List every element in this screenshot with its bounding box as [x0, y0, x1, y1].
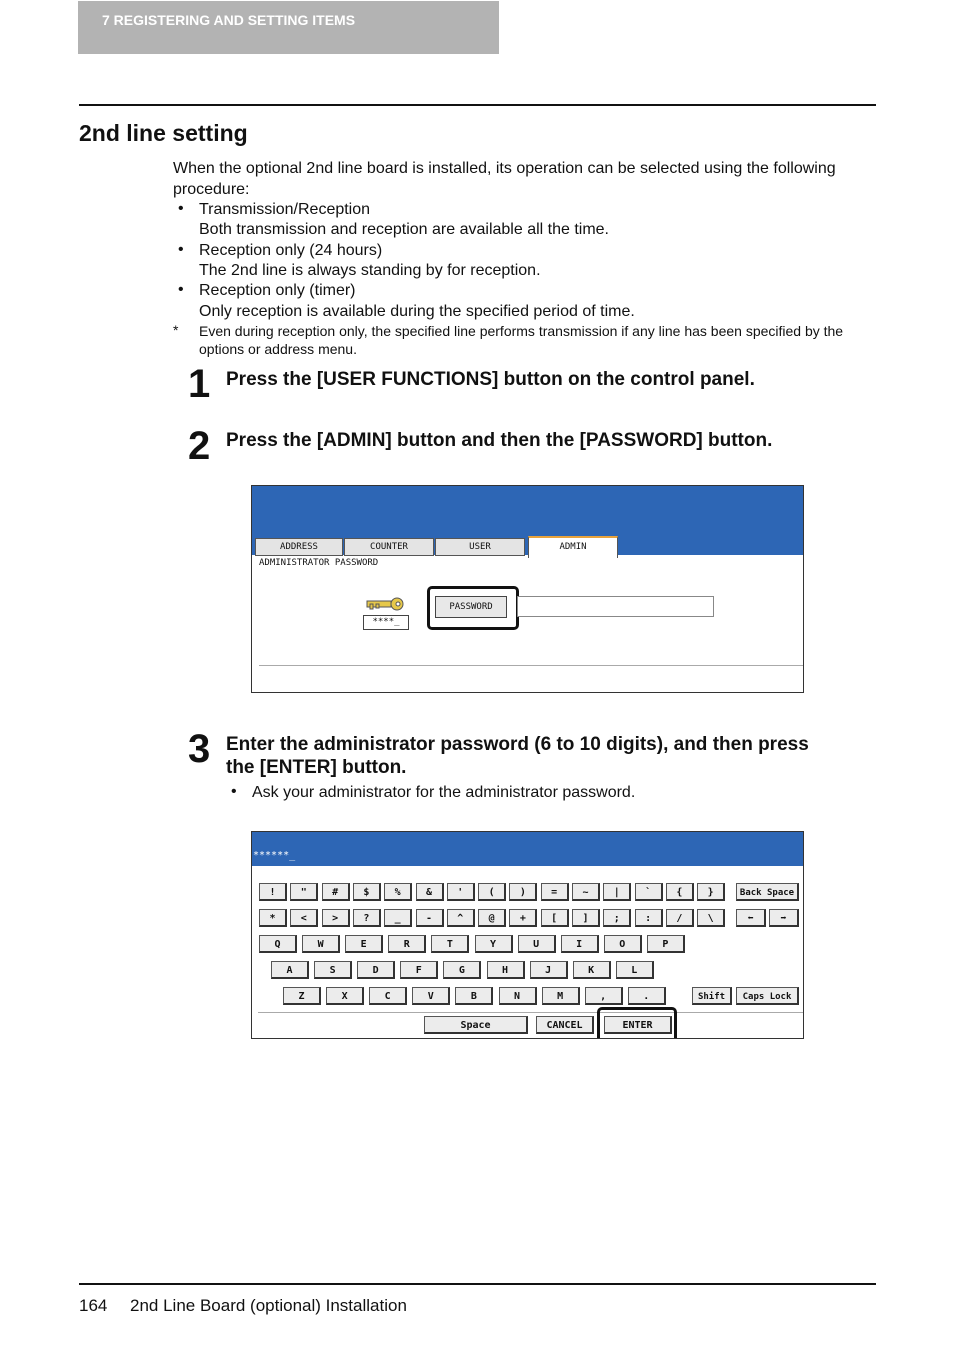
cancel-button[interactable]: CANCEL: [536, 1016, 594, 1034]
tab-user[interactable]: USER: [435, 538, 525, 556]
keyboard-key[interactable]: F: [400, 961, 438, 979]
keyboard-key[interactable]: $: [353, 883, 381, 901]
bullet-dot: •: [231, 783, 237, 800]
note-text-2: options or address menu.: [199, 341, 357, 357]
password-button[interactable]: PASSWORD: [435, 596, 507, 618]
divider: [258, 1012, 803, 1013]
keyboard-key[interactable]: ;: [603, 909, 631, 927]
keyboard-key[interactable]: ': [447, 883, 475, 901]
keyboard-key[interactable]: %: [384, 883, 412, 901]
keyboard-key[interactable]: I: [561, 935, 599, 953]
keyboard-key[interactable]: |: [603, 883, 631, 901]
step-text-cont: the [ENTER] button.: [226, 757, 407, 778]
keyboard-key[interactable]: :: [635, 909, 663, 927]
keyboard-key[interactable]: D: [357, 961, 395, 979]
right-arrow-key[interactable]: ➡: [769, 909, 799, 927]
keyboard-key[interactable]: .: [628, 987, 666, 1005]
keyboard-key[interactable]: >: [322, 909, 350, 927]
step-number: 1: [188, 362, 209, 406]
tab-address[interactable]: ADDRESS: [255, 538, 343, 556]
bottom-rule: [79, 1283, 876, 1285]
step-text: Enter the administrator password (6 to 10 digits), and then press: [226, 734, 809, 755]
keyboard-key[interactable]: ]: [572, 909, 600, 927]
keyboard-key[interactable]: Y: [475, 935, 513, 953]
keyboard-key[interactable]: (: [478, 883, 506, 901]
keyboard-key[interactable]: =: [541, 883, 569, 901]
keyboard-key[interactable]: -: [416, 909, 444, 927]
admin-password-screen: [251, 485, 804, 693]
keyboard-key[interactable]: A: [271, 961, 309, 979]
bullet-dot: •: [178, 241, 184, 258]
note-mark: *: [173, 322, 179, 338]
keyboard-key[interactable]: X: [326, 987, 364, 1005]
password-entry-display: ******_: [253, 850, 296, 861]
intro-text-2: procedure:: [173, 181, 250, 198]
keyboard-key[interactable]: +: [509, 909, 537, 927]
keyboard-key[interactable]: Q: [259, 935, 297, 953]
keyboard-key[interactable]: R: [388, 935, 426, 953]
keyboard-key[interactable]: ?: [353, 909, 381, 927]
keyboard-key[interactable]: `: [635, 883, 663, 901]
keyboard-key[interactable]: H: [487, 961, 525, 979]
keyboard-key[interactable]: M: [542, 987, 580, 1005]
page-number: 164: [79, 1296, 108, 1315]
enter-button[interactable]: ENTER: [604, 1016, 672, 1034]
keyboard-key[interactable]: V: [412, 987, 450, 1005]
keyboard-key[interactable]: ): [509, 883, 537, 901]
chapter-header: 7 REGISTERING AND SETTING ITEMS: [102, 12, 356, 28]
keyboard-key[interactable]: #: [322, 883, 350, 901]
keyboard-key[interactable]: <: [290, 909, 318, 927]
keyboard-key[interactable]: O: [604, 935, 642, 953]
keyboard-key[interactable]: S: [314, 961, 352, 979]
step-bullet: Ask your administrator for the administrator password.: [252, 784, 636, 801]
keyboard-key[interactable]: \: [697, 909, 725, 927]
keyboard-key[interactable]: }: [697, 883, 725, 901]
keyboard-key[interactable]: C: [369, 987, 407, 1005]
key-icon: [365, 596, 405, 612]
backspace-key[interactable]: Back Space: [736, 883, 799, 901]
divider: [259, 665, 803, 666]
password-mask-display: ****_: [363, 615, 409, 630]
keyboard-key[interactable]: E: [345, 935, 383, 953]
bullet-desc: Both transmission and reception are available all the time.: [199, 221, 609, 238]
keyboard-key[interactable]: _: [384, 909, 412, 927]
caps-lock-key[interactable]: Caps Lock: [736, 987, 799, 1005]
admin-password-label: ADMINISTRATOR PASSWORD: [259, 558, 379, 568]
tab-admin[interactable]: ADMIN: [528, 536, 618, 558]
keyboard-key[interactable]: J: [530, 961, 568, 979]
keyboard-key[interactable]: ^: [447, 909, 475, 927]
bullet-title: Transmission/Reception: [199, 201, 371, 218]
keyboard-key[interactable]: U: [518, 935, 556, 953]
keyboard-key[interactable]: [: [541, 909, 569, 927]
step-number: 3: [188, 727, 209, 771]
step-text: Press the [USER FUNCTIONS] button on the control panel.: [226, 369, 755, 390]
keyboard-key[interactable]: T: [431, 935, 469, 953]
space-key[interactable]: Space: [424, 1016, 528, 1034]
step-number: 2: [188, 424, 209, 468]
top-rule: [79, 104, 876, 106]
keyboard-key[interactable]: ~: [572, 883, 600, 901]
bullet-desc: Only reception is available during the specified period of time.: [199, 303, 635, 320]
keyboard-key[interactable]: B: [455, 987, 493, 1005]
keyboard-key[interactable]: L: [616, 961, 654, 979]
keyboard-key[interactable]: N: [499, 987, 537, 1005]
note-text-1: Even during reception only, the specified line performs transmission if any line has been specified by the: [199, 323, 844, 339]
keyboard-key[interactable]: &: [416, 883, 444, 901]
bullet-dot: •: [178, 200, 184, 217]
keyboard-key[interactable]: G: [443, 961, 481, 979]
keyboard-key[interactable]: K: [573, 961, 611, 979]
keyboard-key[interactable]: {: [666, 883, 694, 901]
footer-title: 2nd Line Board (optional) Installation: [130, 1296, 407, 1315]
left-arrow-key[interactable]: ⬅: [736, 909, 766, 927]
keyboard-key[interactable]: W: [302, 935, 340, 953]
keyboard-key[interactable]: Z: [283, 987, 321, 1005]
section-title: 2nd line setting: [79, 120, 248, 146]
step-text: Press the [ADMIN] button and then the [PASSWORD] button.: [226, 430, 773, 451]
keyboard-key[interactable]: /: [666, 909, 694, 927]
screen-header-bar: [252, 832, 803, 866]
keyboard-key[interactable]: @: [478, 909, 506, 927]
bullet-dot: •: [178, 281, 184, 298]
password-field[interactable]: [517, 596, 714, 617]
keyboard-screen: [251, 831, 804, 1039]
keyboard-key[interactable]: *: [259, 909, 287, 927]
keyboard-key[interactable]: P: [647, 935, 685, 953]
tab-counter[interactable]: COUNTER: [344, 538, 434, 556]
keyboard-key[interactable]: ,: [585, 987, 623, 1005]
keyboard-key[interactable]: !: [259, 883, 287, 901]
intro-text-1: When the optional 2nd line board is installed, its operation can be selected using the following: [173, 160, 836, 177]
bullet-title: Reception only (24 hours): [199, 242, 383, 259]
shift-key[interactable]: Shift: [692, 987, 732, 1005]
bullet-desc: The 2nd line is always standing by for reception.: [199, 262, 541, 279]
keyboard-key[interactable]: ": [290, 883, 318, 901]
bullet-title: Reception only (timer): [199, 282, 356, 299]
